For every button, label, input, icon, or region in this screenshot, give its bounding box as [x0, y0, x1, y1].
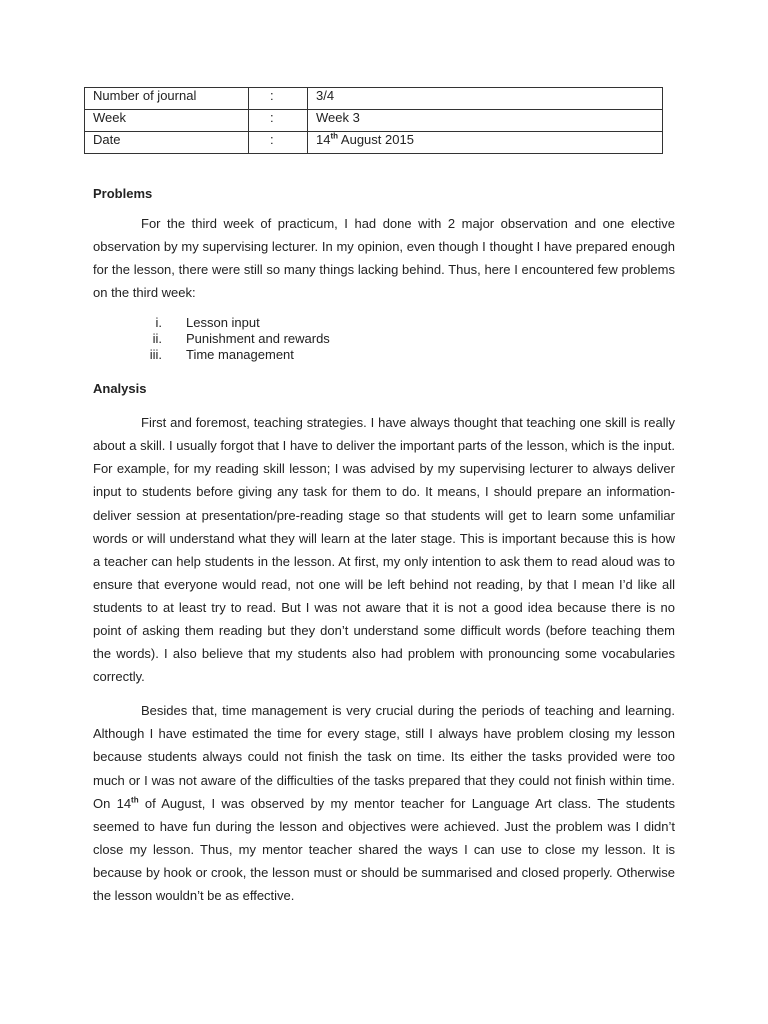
- problems-paragraph: For the third week of practicum, I had done with 2 major observation and one elective observation by my supervising lecturer. In my opinion, even though I thought I have prepared enough for the lesson, there were still so many things lacking behind. Thus, here I encountered few problems on the third week:: [93, 216, 675, 301]
- list-number: iii.: [149, 346, 162, 362]
- table-row: [85, 88, 663, 110]
- table-row: [85, 110, 663, 132]
- analysis-paragraph-2: [93, 699, 675, 907]
- info-colon: :: [249, 132, 308, 154]
- info-label: Date: [85, 132, 249, 154]
- list-item: [93, 315, 675, 331]
- table-row: [85, 132, 663, 154]
- date-rest: August 2015: [338, 132, 414, 147]
- problems-list: [93, 315, 675, 362]
- info-label: Number of journal: [85, 88, 249, 110]
- info-value: Week 3: [308, 110, 663, 132]
- info-colon: :: [249, 88, 308, 110]
- list-number: i.: [155, 315, 162, 331]
- journal-content: [93, 186, 675, 907]
- info-value: 3/4: [308, 88, 663, 110]
- paragraph-text: Besides that, time management is very crucial during the periods of teaching and learning. Although I have estimated the time for every stage, still I always have problem closing my lesson because students always could not finish the task on time. Its either the tasks provided were too much or I was not aware of the difficulties of the tasks prepared that they could not finish within time. On 14: [93, 703, 675, 811]
- info-value-date: [308, 132, 663, 154]
- list-text: Lesson input: [186, 315, 260, 331]
- list-text: Punishment and rewards: [186, 330, 330, 346]
- list-text: Time management: [186, 346, 294, 362]
- paragraph-text: of August, I was observed by my mentor teacher for Language Art class. The students seemed to have fun during the lesson and objectives were achieved. Just the problem was I didn’t close my lesson. Thus, my mentor teacher shared the ways I can use to close my lesson. It is because by hook or crook, the lesson must or should be summarised and closed properly. Otherwise the lesson wouldn’t be as effective.: [93, 795, 675, 904]
- date-day: 14: [316, 132, 331, 147]
- list-item: [93, 347, 675, 363]
- info-label: Week: [85, 110, 249, 132]
- problems-heading: Problems: [93, 186, 153, 201]
- journal-info-table: [84, 87, 663, 154]
- list-number: ii.: [152, 330, 162, 346]
- ordinal-suffix: th: [131, 795, 139, 805]
- date-ordinal: th: [330, 131, 339, 141]
- list-item: [93, 331, 675, 347]
- analysis-heading: Analysis: [93, 381, 147, 397]
- analysis-paragraph-1: First and foremost, teaching strategies. I have always thought that teaching one skill is really about a skill. I usually forgot that I have to deliver the important parts of the lesson, which is the input. For example, for my reading skill lesson; I was advised by my supervising lecturer to always deliver input to students before giving any task for them to do. It means, I should prepare an information-deliver session at presentation/pre-reading stage so that students will get to learn some unfamiliar words or will understand what they will learn at the later stage. This is important because this is how a teacher can help students in the lesson. At first, my only intention to ask them to read aloud was to ensure that everyone would read, not one will be left behind not reading, by that I mean I’d like all students to at least try to read. But I was not aware that it is not a good idea because there is no point of asking them reading but they don’t understand some difficult words (before teaching them the words). I also believe that my students also had problem with pronouncing some vocabularies correctly.: [93, 415, 675, 685]
- info-colon: :: [249, 110, 308, 132]
